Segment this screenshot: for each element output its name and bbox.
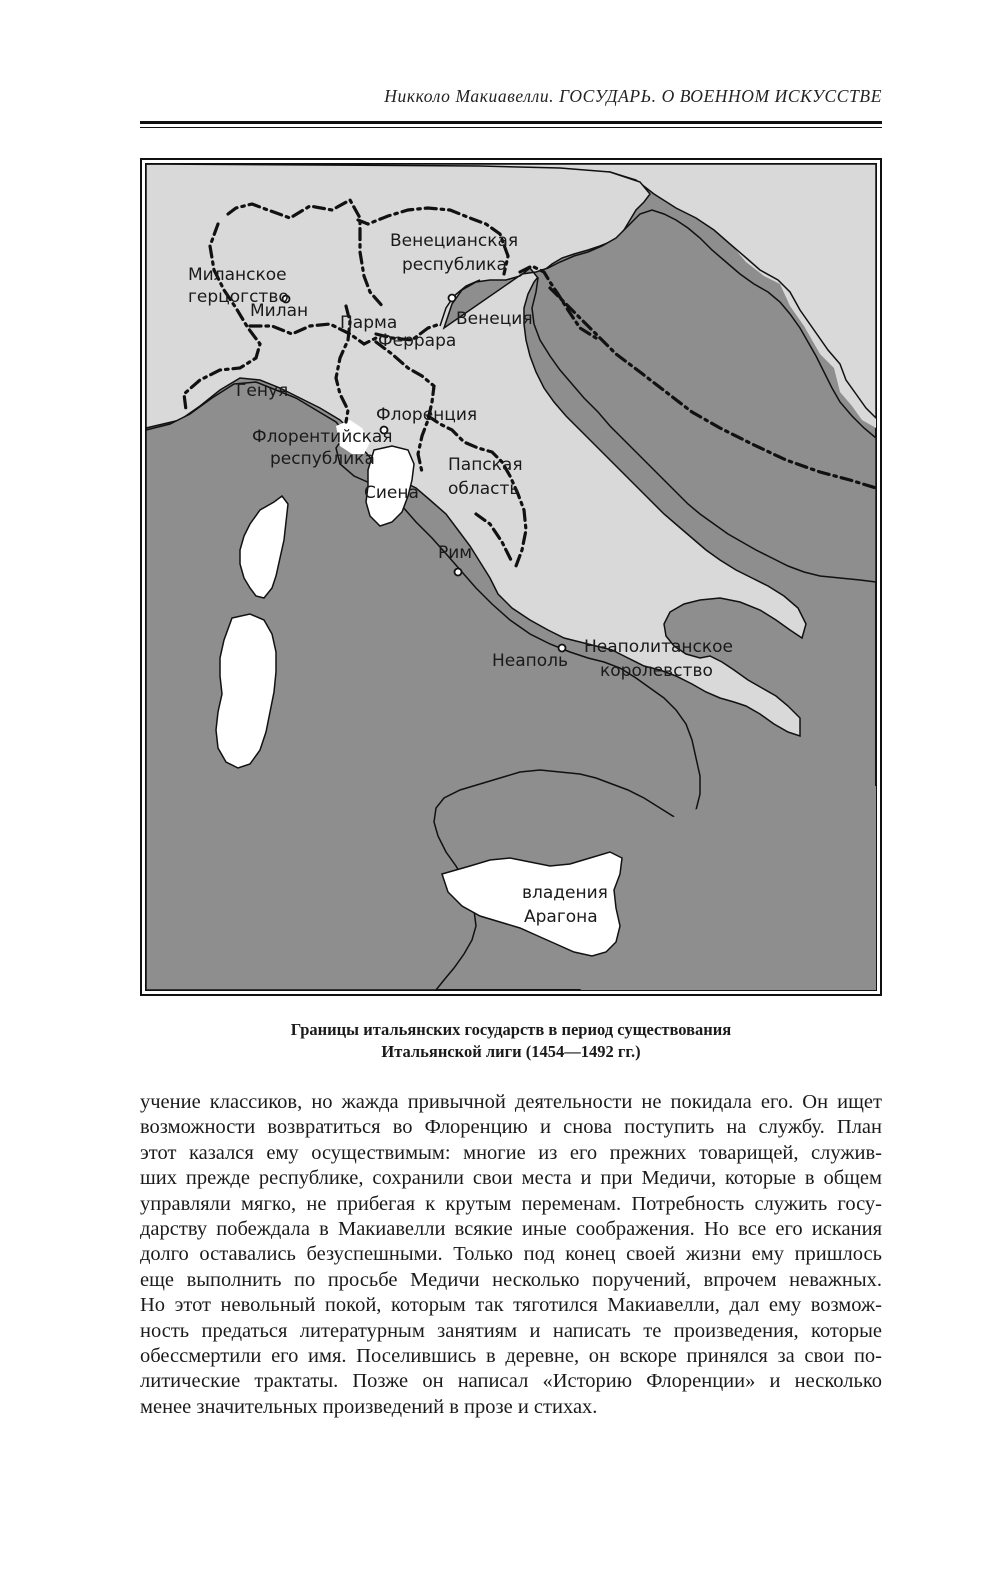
body-line: Но этот невольный покой, которым так тяготился Макиавелли, дал ему возмож-: [140, 1294, 882, 1317]
caption-line-1: Границы итальянских государств в период существования: [290, 1020, 732, 1039]
header-rule-thick: [140, 121, 882, 124]
body-line: долго оставались безуспешными. Только под конец своей жизни ему пришлось: [140, 1243, 882, 1266]
body-line: менее значительных произведений в прозе и стихах.: [140, 1395, 598, 1418]
body-line: ность предаться литературным занятиям и написать те произведения, которые: [140, 1319, 882, 1342]
label-florence-rep-1: Флорентийская: [252, 427, 393, 447]
body-line: управляли мягко, не прибегая к крутым переменам. Потребность служить госу-: [140, 1192, 882, 1215]
map-figure: [140, 158, 882, 996]
body-line: еще выполнить по просьбе Медичи несколько поручений, впрочем неважных.: [140, 1268, 882, 1291]
body-line: литические трактаты. Позже он написал «Историю Флоренции» и несколько: [140, 1370, 882, 1393]
label-ferrara: Феррара: [378, 331, 457, 351]
body-paragraph: [140, 1090, 882, 1420]
label-genoa: Генуя: [236, 381, 289, 401]
label-milan: Милан: [250, 301, 309, 321]
label-florence: Флоренция: [376, 405, 478, 425]
running-head: Никколо Макиавелли. ГОСУДАРЬ. О ВОЕННОМ ИСКУССТВЕ: [384, 86, 882, 106]
body-line: ших прежде республике, сохранили свои места и при Медичи, которые в общем: [140, 1167, 882, 1190]
label-milan-duchy-1: Миланское: [188, 265, 287, 285]
rome-dot: [455, 569, 462, 576]
label-aragon-1: владения: [522, 883, 608, 903]
body-line: дарству побеждала в Макиавелли всякие иные соображения. Но все его искания: [140, 1218, 882, 1241]
label-aragon-2: Арагона: [524, 907, 598, 927]
label-venice: Венеция: [456, 309, 533, 329]
map-svg: [140, 158, 882, 996]
body-line: возможности возвратиться во Флоренцию и снова поступить на службу. План: [140, 1116, 882, 1139]
label-milan-duchy-2: герцогство: [188, 287, 289, 307]
label-naples-kingdom-1: Неаполитанское: [584, 637, 733, 657]
venice-dot: [449, 295, 456, 302]
label-venice-rep-1: Венецианская: [390, 231, 519, 251]
body-line: обессмертили его имя. Поселившись в деревне, он вскоре принялся за свои по-: [140, 1345, 882, 1368]
label-papal-2: область: [448, 479, 520, 499]
figure-caption: [140, 1019, 882, 1063]
label-siena: Сиена: [364, 483, 419, 503]
caption-line-2: Итальянской лиги (1454—1492 гг.): [381, 1042, 641, 1061]
label-florence-rep-2: республика: [270, 449, 375, 469]
header-rule-thin: [140, 127, 882, 128]
label-naples-kingdom-2: королевство: [600, 661, 713, 681]
label-parma: Парма: [340, 313, 398, 333]
label-naples: Неаполь: [492, 651, 569, 671]
body-line: этот казался ему осуществимым: многие из его прежних товарищей, служив-: [140, 1141, 882, 1164]
label-venice-rep-2: республика: [402, 255, 507, 275]
label-papal-1: Папская: [448, 455, 523, 475]
label-rome: Рим: [438, 543, 473, 563]
body-line: учение классиков, но жажда привычной деятельности не покидала его. Он ищет: [140, 1091, 882, 1113]
